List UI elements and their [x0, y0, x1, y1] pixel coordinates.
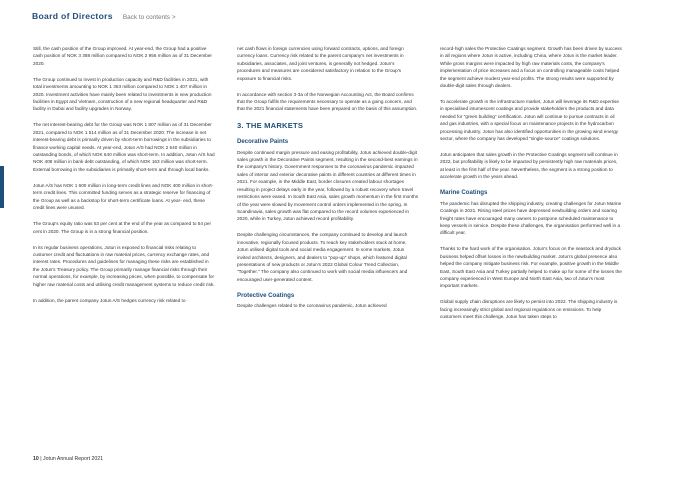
paragraph: In its regular business operations, Jotun is exposed to financial risks relating to customer credit and fluctuations in raw material prices, currency exchange rates, and interest rates. Procedures and guidelines for managing these risks are established in the Jotun's Treasury policy. The Group primarily manage financial risks through their normal operations, for example, by increasing prices, when possible, to compensate for higher raw material costs and utilising credit management systems to reduce credit risk.	[33, 244, 215, 287]
text-column-3	[440, 45, 622, 329]
paragraph: net cash flows in foreign currencies using forward contracts, options, and foreign currency loans. Currency risk related to the parent company's net investments in subsidiaries, associates, and joint ventures, is generally not hedged. Jotun's procedures and measures are considered satisfactory in relation to the Group's exposure to financial risks.	[237, 46, 404, 81]
markets-heading: 3. THE MARKETS	[237, 120, 304, 130]
paragraph: Despite continued margin pressure and easing profitability, Jotun achieved double-digit sales growth in the Decorative Paints segment, resulting in the second-best earnings in the company's history. Government responses to the coronavirus pandemic impacted sales of interior and exterior decorative paints in different countries at different times in 2021. For example, in the Middle East, border closures created labour shortages resulting in project delays early in the year, followed by a robust recovery when travel restrictions were eased. In South East Asia, sales growth momentum in the first months of the year were slowed by movement control orders implemented in the spring. In Scandinavia, sales growth was flat compared to the record volumes experienced in 2020, while in Turkey, Jotun achieved record profitability.	[237, 149, 419, 222]
decorative-paints-heading: Decorative Paints	[237, 138, 289, 146]
back-to-contents-link[interactable]: Back to contents >	[122, 14, 176, 21]
paragraph: Global supply chain disruptions are likely to persist into 2022. The shipping industry is facing increasingly strict global and regional regulations on emissions. To help customers meet this challenge, Jotun has taken steps to	[440, 299, 618, 320]
paragraph: Still, the cash position of the Group improved. At year-end, the Group had a positive cash position of NOK 3 388 million compared to NOK 2 956 million as of 31 December 2020.	[33, 46, 212, 66]
paragraph: Jotun anticipates that sales growth in the Protective Coatings segment will continue in 2022, but profitability is likely to be impacted by persistently high raw materials prices, at least in the first half of the year. Nevertheless, the segment is a strong position to accelerate growth in the years ahead.	[440, 152, 618, 180]
header-bar	[32, 11, 176, 25]
paragraph: Despite challenging circumstances, the company continued to develop and launch innovative, regionally focused products. To reach key stakeholders stuck at home, Jotun utilised digital tools and social media engagement. In some markets, Jotun invited architects, designers, and dealers to "pop-up" shops, which featured digital presentations of new products or Jotun's 2022 Global Colour Trend Collection, "Together." The company also continued to work with social media influencers and encouraged user-generated content.	[237, 232, 408, 282]
footer-separator: |	[40, 456, 42, 462]
paragraph: In addition, the parent company Jotun A/S hedges currency risk related to	[33, 297, 186, 303]
protective-coatings-heading: Protective Coatings	[237, 291, 295, 299]
marine-coatings-heading: Marine Coatings	[440, 189, 488, 197]
paragraph: The pandemic has disrupted the shipping industry, creating challenges for Jotun Marine Coatings in 2021. Rising steel prices have depressed newbuilding orders and soaring freight rates have encouraged many owners to postpone scheduled maintenance to keep vessels in service. Despite these challenges, the organisation performed well in a difficult year.	[440, 200, 622, 236]
paragraph: Jotun A/S has NOK 1 600 million in long-term credit lines and NOK 400 million in short-term credit lines. This committed funding serves as a strategic reserve for financing of the Group as well as a backstop for short-term certificate loans. At year- end, these credit lines were unused.	[33, 182, 214, 211]
paragraph: Thanks to the hard work of the organisation, Jotun's focus on the seastock and drydock business helped offset losses in the newbuilding market. Jotun's global presence also helped the company mitigate business risk. For example, positive growth in the Middle East, South East Asia and Turkey partially helped to make up for some of the losses the company experienced in West Europe and North East Asia, two of Jotun's most important markets.	[440, 246, 622, 289]
paragraph: record-high sales the Protective Coatings segment. Growth has been driven by success in all regions where Jotun is active, including China, where Jotun is the market leader. While gross margins were impacted by high raw materials costs, the company's implementation of price increases and a focus on controlling manageable costs helped the segment achieve modest year-end profits. The strong results were supported by double-digit sales through dealers.	[440, 46, 622, 89]
text-column-2	[237, 45, 419, 318]
paragraph: The net interest-bearing debt for the Group was NOK 1 807 million as of 31 December 2021, compared to NOK 1 514 million as of 31 December 2020. The increase in net interest-bearing debt is primarily driven by short-term borrowings in the subsidiaries to finance working capital needs. At year-end, Jotun A/S had NOK 2 540 million in outstanding bonds, of which NOK 640 million was short-term. In addition, Jotun A/S had NOK 408 million in bank debt outstanding, of which NOK 163 million was short-term. External borrowing in the subsidiaries is primarily short-term and through local banks.	[33, 122, 215, 172]
page-number: 10	[33, 456, 39, 462]
paragraph: The Group's equity ratio was 53 per cent at the end of the year as compared to 54 per cent in 2020. The Group is in a strong financial position.	[33, 221, 212, 234]
paragraph: The Group continued to invest in production capacity and R&D facilities in 2021, with total investments amounting to NOK 1 363 million compared to NOK 1 407 million in 2020. Investment activities have mainly been related to investments in new production facilities in Egypt and Vietnam, construction of a new regional headquarter and R&D facility in Dubai and facility upgrades in Norway.	[33, 76, 212, 112]
paragraph: To accelerate growth in the infrastructure market, Jotun will leverage its R&D expertise in specialised intumescent coatings and provide stakeholders the products and data needed for "green building" certification. Jotun will continue to pursue contracts in oil and gas industries, with a special focus on maintenance projects in the hydrocarbon processing industry. Jotun has also identified opportunities in the growing wind energy sector, where the company has developed "single-source" coatings solutions.	[440, 99, 619, 142]
report-name: Jotun Annual Report 2021	[43, 456, 104, 462]
side-tab-marker	[0, 166, 4, 208]
paragraph: In accordance with section 3-3a of the Norwegian Accounting Act, the Board confirms that the Group fulfils the requirements necessary to operate as a going concern, and that the 2021 financial statements have been prepared on the basis of this assumption.	[237, 91, 418, 112]
section-title: Board of Directors	[32, 11, 113, 21]
text-column-1	[33, 45, 215, 313]
page-footer	[33, 456, 103, 462]
paragraph: Despite challenges related to the coronavirus pandemic, Jotun achieved	[237, 303, 387, 309]
